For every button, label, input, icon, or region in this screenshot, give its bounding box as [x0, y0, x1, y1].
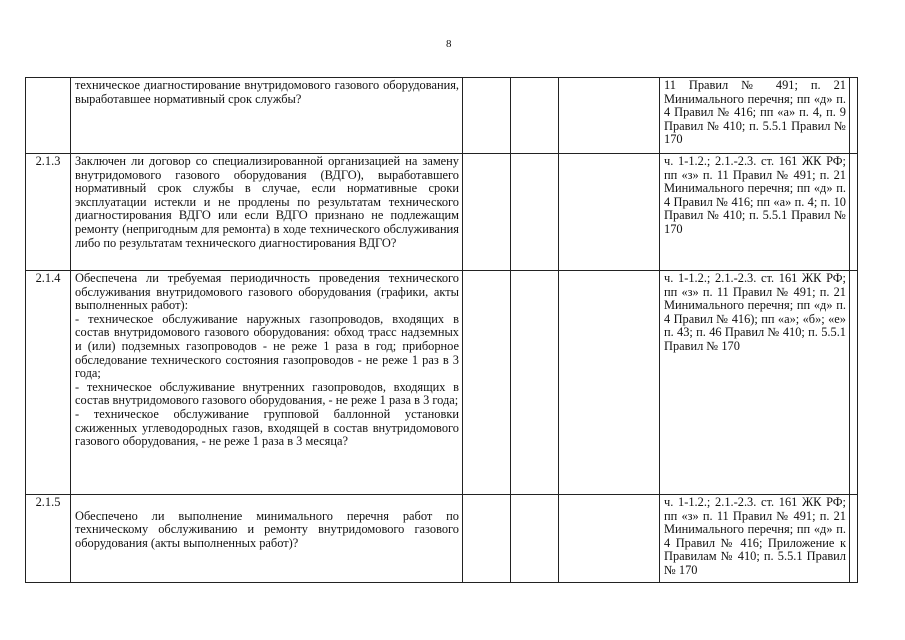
row-number: 2.1.5	[26, 495, 71, 583]
page-number: 8	[446, 38, 452, 50]
question-cell	[71, 154, 463, 271]
notes-cell	[850, 495, 858, 583]
question-cell	[71, 495, 463, 583]
row-number	[26, 78, 71, 154]
question-cell	[71, 78, 463, 154]
question-text: Обеспечено ли выполнение минимального перечня работ по техническому обслуживанию и ремонту внутридомового газового оборудования (акты выполненных работ)?	[75, 508, 459, 550]
answer-yes-cell	[463, 154, 511, 271]
notes-cell	[850, 271, 858, 495]
notes-cell	[850, 154, 858, 271]
answer-no-cell	[511, 271, 559, 495]
table-row	[26, 495, 858, 583]
reference-cell: 11 Правил № 491; п. 21 Минимального перечня; пп «д» п. 4 Правил № 416; пп «а» п. 4, п. 9 Правил № 410; п. 5.5.1 Правил № 170	[660, 78, 850, 154]
answer-yes-cell	[463, 78, 511, 154]
table-row	[26, 78, 858, 154]
question-text: Заключен ли договор со специализированной организацией на замену внутридомового газового оборудования (ВДГО), выработавшего нормативный срок службы в случае, если нормативные сроки эксплуатации истекли и не продлены по результатам технического диагностирования ВДГО или если ВДГО признано не подлежащим ремонту (непригодным для ремонта) в ходе технического обслуживания либо по результатам технического диагностирования ВДГО?	[75, 154, 459, 250]
not-applicable-cell	[559, 495, 660, 583]
table-row	[26, 271, 858, 495]
reference-cell: ч. 1-1.2.; 2.1.-2.3. ст. 161 ЖК РФ; пп «з» п. 11 Правил № 491; п. 21 Минимального перечня; пп «д» п. 4 Правил № 416; пп «а» п. 4; п. 10 Правил № 410; п. 5.5.1 Правил № 170	[660, 154, 850, 271]
notes-cell	[850, 78, 858, 154]
answer-yes-cell	[463, 271, 511, 495]
row-number: 2.1.3	[26, 154, 71, 271]
reference-cell: ч. 1-1.2.; 2.1.-2.3. ст. 161 ЖК РФ; пп «з» п. 11 Правил № 491; п. 21 Минимального перечня; пп «д» п. 4 Правил № 416; Приложение к Правилам № 410; п. 5.5.1 Правил № 170	[660, 495, 850, 583]
inspection-table	[25, 77, 858, 583]
question-cell	[71, 271, 463, 495]
question-item: - техническое обслуживание групповой баллонной установки сжиженных углеводородных газов, входящей в состав внутридомового газового оборудования, - не реже 1 раза в 3 месяца?	[75, 406, 459, 449]
question-item: - техническое обслуживание внутренних газопроводов, входящих в состав внутридомового газового оборудования, - не реже 1 раза в 3 года;	[75, 379, 459, 408]
answer-no-cell	[511, 154, 559, 271]
question-text: Обеспечена ли требуемая периодичность проведения технического обслуживания внутридомового газового оборудования (графики, акты выполненных работ):	[75, 271, 459, 313]
question-item: - техническое обслуживание наружных газопроводов, входящих в состав внутридомового газового оборудования: обход трасс надземных и (или) подземных газопроводов - не реже 1 раза в год; приборное обследование технического состояния газопроводов - не реже 1 раз в 3 года;	[75, 311, 459, 381]
not-applicable-cell	[559, 271, 660, 495]
not-applicable-cell	[559, 78, 660, 154]
row-number: 2.1.4	[26, 271, 71, 495]
not-applicable-cell	[559, 154, 660, 271]
answer-no-cell	[511, 495, 559, 583]
reference-cell: ч. 1-1.2.; 2.1.-2.3. ст. 161 ЖК РФ; пп «з» п. 11 Правил № 491; п. 21 Минимального перечня; пп «д» п. 4 Правил № 416); пп «а»; «б»; «е» п. 43; п. 46 Правил № 410; п. 5.5.1 Правил № 170	[660, 271, 850, 495]
table-row	[26, 154, 858, 271]
answer-no-cell	[511, 78, 559, 154]
answer-yes-cell	[463, 495, 511, 583]
question-text: техническое диагностирование внутридомового газового оборудования, выработавшее нормативный срок службы?	[75, 78, 459, 106]
